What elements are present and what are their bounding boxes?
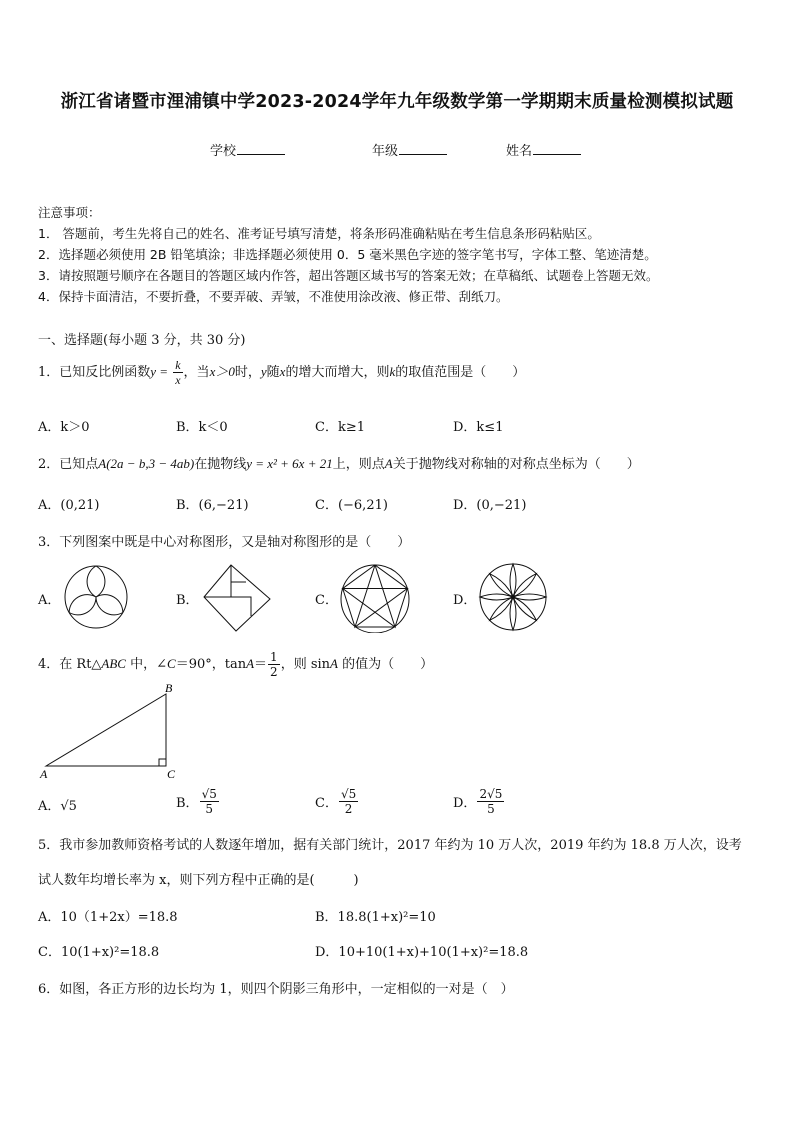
grade-field: 年级 <box>372 140 447 159</box>
q5-option-c: C．10(1+x)²=18.8 <box>38 945 160 960</box>
note-item: 2．选择题必须使用 2B 铅笔填涂；非选择题必须使用 0．5 毫米黑色字迹的签字笔书写，字体工整、笔迹清楚。 <box>38 247 657 262</box>
q4-fraction: $\frac{1}{2}$ <box>270 650 278 679</box>
q2-option-d: D．(0,−21) <box>453 498 527 513</box>
q1-option-d: D．k≤1 <box>453 420 504 435</box>
note-item: 3．请按照题号顺序在各题目的答题区域内作答，超出答题区域书写的答案无效；在草稿纸、试题卷上答题无效。 <box>38 268 659 283</box>
q5-option-b: B．18.8(1+x)²=10 <box>315 910 436 925</box>
q3-option-d-label: D． <box>453 593 477 608</box>
name-field: 姓名 <box>506 140 581 159</box>
q3-option-c-label: C． <box>315 593 338 608</box>
question-5-line2: 试人数年均增长率为 x，则下列方程中正确的是( ) <box>38 873 359 888</box>
q2-option-c: C．(−6,21) <box>315 498 388 513</box>
vertex-a-label: A <box>40 767 48 781</box>
q1-option-c: C．k≥1 <box>315 420 365 435</box>
question-5-line1: 5．我市参加教师资格考试的人数逐年增加，据有关部门统计，2017 年约为 10 万人次，2019 年约为 18.8 万人次，设考 <box>38 838 742 853</box>
school-field: 学校 <box>210 140 285 159</box>
q3-option-a-label: A． <box>38 593 61 608</box>
q3-figure-c <box>337 561 413 633</box>
question-3: 3．下列图案中既是中心对称图形，又是轴对称图形的是（ ） <box>38 535 411 550</box>
q4-option-b: B． $\frac{√5}{5}$ <box>176 787 217 816</box>
vertex-b-label: B <box>165 681 173 695</box>
q4-option-a: A．√5 <box>38 799 77 814</box>
q2-option-a: A．(0,21) <box>38 498 100 513</box>
q4-triangle-figure <box>36 680 186 782</box>
note-item: 1． 答题前，考生先将自己的姓名、准考证号填写清楚，将条形码准确粘贴在考生信息条形码粘贴区。 <box>38 226 600 241</box>
q3-figure-b <box>201 562 273 634</box>
vertex-c-label: C <box>167 767 176 781</box>
notes-heading: 注意事项： <box>38 205 101 220</box>
question-4: 4．在 Rt△ABC 中，∠C＝90°，tanA＝ $\frac{1}{2}$ ，则 sinA 的值为（ ） <box>38 650 434 679</box>
q1-option-a: A．k＞0 <box>38 420 90 435</box>
question-2: 2．已知点A(2a − b,3 − 4ab)在抛物线y = x² + 6x + 21上，则点A关于抛物线对称轴的对称点坐标为（ ） <box>38 456 640 472</box>
q5-option-d: D．10+10(1+x)+10(1+x)²=18.8 <box>315 945 529 960</box>
q3-option-b-label: B． <box>176 593 199 608</box>
q2-option-b: B．(6,−21) <box>176 498 249 513</box>
q3-figure-a <box>63 564 129 630</box>
section-heading: 一、选择题(每小题 3 分，共 30 分) <box>38 333 246 348</box>
q3-figure-d <box>477 561 549 633</box>
q1-option-b: B．k＜0 <box>176 420 228 435</box>
question-6: 6．如图，各正方形的边长均为 1，则四个阴影三角形中，一定相似的一对是（ ） <box>38 982 514 997</box>
q5-option-a: A．10（1+2x）=18.8 <box>38 910 178 925</box>
q1-fraction: $\frac{k}{x}$ <box>175 358 181 387</box>
q4-option-c: C． $\frac{√5}{2}$ <box>315 787 357 816</box>
q4-option-d: D． $\frac{2√5}{5}$ <box>453 787 503 816</box>
page-title: 浙江省诸暨市浬浦镇中学2023-2024学年九年级数学第一学期期末质量检测模拟试题 <box>60 92 734 112</box>
note-item: 4．保持卡面清洁，不要折叠，不要弄破、弄皱，不准使用涂改液、修正带、刮纸刀。 <box>38 289 509 304</box>
question-1: 1．已知反比例函数y = $\frac{k}{x}$ ，当x＞0时，y随x的增大而增大，则k的取值范围是（ ） <box>38 358 526 387</box>
